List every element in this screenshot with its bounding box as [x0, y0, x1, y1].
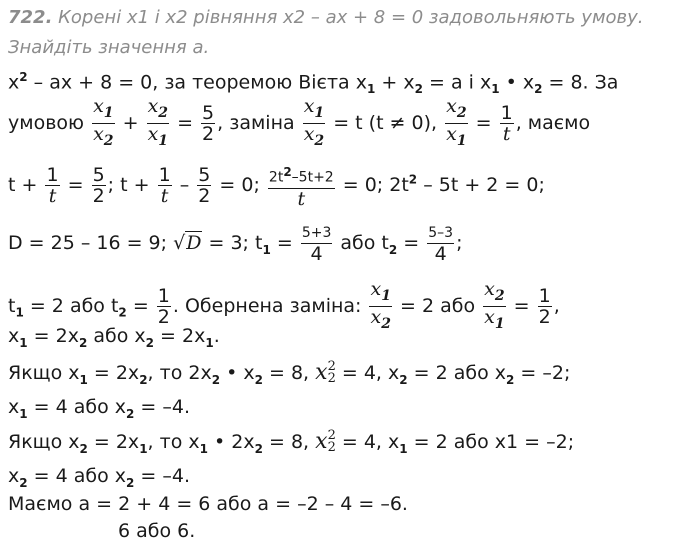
text: 2t	[268, 169, 284, 186]
var-x: x	[446, 95, 457, 117]
subscript: 1	[139, 441, 148, 456]
var-x: x	[147, 95, 159, 117]
var-x: x	[93, 122, 104, 145]
plus-sign: +	[21, 173, 38, 196]
subscript: 2	[103, 132, 114, 149]
numerator: 5+3	[301, 223, 333, 244]
solution-line-10	[8, 465, 190, 494]
subscript: 2	[126, 475, 135, 490]
math-x2-squared	[315, 429, 336, 454]
var-t: t	[8, 173, 16, 196]
subscript: 1	[494, 315, 505, 332]
subscript: 2	[139, 372, 148, 387]
text: Якщо x	[8, 362, 80, 384]
denominator: 2	[157, 305, 170, 328]
text: –5t+2	[291, 169, 334, 186]
text: ;	[456, 232, 463, 254]
exponent: 2	[283, 165, 292, 179]
text: = 8,	[262, 362, 310, 384]
text: = 2x	[27, 325, 79, 347]
equals-sign: =	[403, 232, 420, 254]
text: = 4 або x	[27, 396, 127, 418]
subscript: 2	[381, 315, 391, 332]
answer-line: 6 або 6.	[118, 520, 196, 542]
square-root	[173, 231, 202, 254]
text: = 2 або x	[407, 362, 507, 384]
subscript: 2	[327, 371, 336, 386]
var-x: x	[147, 122, 159, 145]
numerator: 1	[538, 284, 551, 307]
text: = 4 або x	[27, 465, 127, 487]
subscript: 1	[19, 406, 28, 421]
subscript: 2	[158, 104, 169, 121]
solution-line-4	[8, 223, 463, 264]
fraction	[369, 279, 391, 334]
equals-sign: =	[177, 111, 193, 134]
text: = 2 або x1 = –2;	[407, 431, 575, 453]
subscript: 1	[456, 132, 467, 149]
text: = t (t ≠ 0),	[327, 111, 438, 134]
subscript: 2	[388, 242, 398, 257]
equals-sign: =	[276, 232, 293, 254]
text: ,	[553, 294, 560, 317]
numerator: 5	[198, 163, 211, 186]
exponent: 2	[19, 70, 28, 84]
equals-sign: =	[513, 294, 530, 317]
subscript: 2	[78, 335, 88, 350]
subscript: 1	[399, 441, 408, 456]
numerator: 5–3	[427, 223, 454, 244]
denominator: t	[502, 122, 511, 145]
text: = 8. За	[542, 71, 619, 94]
equals-sign: =	[132, 294, 149, 317]
problem-line-1	[8, 7, 644, 29]
math-x2-squared	[315, 360, 336, 385]
fraction	[538, 286, 552, 327]
text: . Обернена заміна:	[172, 294, 362, 317]
numerator: 1	[157, 284, 170, 307]
root-sign: √	[173, 232, 186, 254]
text: = 2x	[87, 362, 140, 384]
text: , то x	[147, 431, 200, 453]
subscript: 2	[414, 82, 423, 97]
denominator: t	[48, 184, 57, 207]
numerator: 1	[158, 163, 171, 186]
solution-line-6	[8, 325, 220, 354]
exponent: 2	[327, 428, 336, 443]
solution-line-7	[8, 361, 570, 391]
text: D = 25 – 16 = 9;	[8, 232, 168, 254]
fraction	[268, 162, 335, 209]
subscript: 2	[456, 104, 467, 121]
var-x: x	[93, 95, 104, 117]
subscript: 2	[19, 475, 28, 490]
denominator: 2	[198, 184, 211, 207]
var-x: x	[8, 325, 20, 347]
text: + x	[375, 71, 415, 94]
subscript: 2	[145, 335, 154, 350]
subscript: 2	[506, 372, 515, 387]
subscript: 2	[534, 82, 543, 97]
text: .	[213, 325, 220, 347]
fraction	[427, 223, 454, 264]
text: = 0;	[213, 173, 260, 196]
var-x: x	[315, 360, 328, 385]
text: , заміна	[217, 111, 295, 134]
text: = –4.	[134, 396, 191, 418]
var-x: x	[8, 71, 20, 94]
problem-text: Корені x1 і x2 рівняння x2 – ax + 8 = 0 задовольняють умову.	[52, 7, 644, 28]
subscript: 2	[399, 372, 408, 387]
text: = 4, x	[335, 362, 400, 384]
var-x: x	[484, 278, 495, 300]
var-x: x	[446, 122, 457, 145]
denominator: 2	[538, 305, 551, 328]
text: = –4.	[134, 465, 191, 487]
plus-sign: +	[122, 111, 139, 134]
text: або t	[340, 232, 389, 254]
text: = a і x	[422, 71, 492, 94]
subscript: 2	[254, 441, 263, 456]
fraction	[92, 165, 106, 206]
problem-line-2: Знайдіть значення a.	[8, 37, 210, 58]
var-x: x	[315, 429, 328, 454]
var-x: x	[8, 465, 20, 487]
text: – 5t + 2 = 0;	[417, 173, 545, 196]
numerator: 1	[500, 101, 513, 124]
text: або x	[87, 325, 146, 347]
subscript: 2	[79, 441, 88, 456]
fraction	[92, 96, 114, 151]
fraction	[301, 223, 333, 264]
subscript: 1	[19, 335, 28, 350]
text: – ax + 8 = 0, за теоремою Вієта x	[27, 71, 367, 94]
problem-number: 722.	[8, 7, 53, 28]
denominator: 4	[434, 243, 447, 265]
subscript: 1	[314, 104, 325, 121]
text: = 2x	[87, 431, 140, 453]
text: = 3; t	[202, 232, 263, 254]
text: умовою	[8, 111, 85, 134]
text: , то 2x	[147, 362, 212, 384]
subscript: 2	[494, 287, 505, 304]
subscript: 2	[327, 440, 336, 455]
subscript: 2	[211, 372, 221, 387]
equals-sign: =	[67, 173, 84, 196]
fraction	[445, 96, 467, 151]
var-t: t	[8, 294, 16, 317]
exponent: 2	[327, 359, 336, 374]
subscript: 2	[118, 305, 127, 320]
fraction	[303, 96, 325, 151]
subscript: 1	[205, 335, 214, 350]
equals-sign: =	[475, 111, 492, 134]
text: • x	[499, 71, 535, 94]
text: • x	[220, 362, 255, 384]
subscript: 1	[366, 82, 376, 97]
denominator: 2	[92, 184, 105, 207]
denominator: t	[297, 187, 306, 210]
text: • 2x	[207, 431, 255, 453]
subscript: 1	[491, 82, 500, 97]
text: = 0; 2t	[336, 173, 409, 196]
var-x: x	[370, 305, 382, 328]
denominator: t	[160, 184, 169, 207]
fraction	[197, 165, 211, 206]
numerator: 5	[92, 163, 105, 186]
var-x: x	[303, 95, 315, 117]
text: = –2;	[514, 362, 571, 384]
subscript: 1	[158, 132, 169, 149]
denominator: 2	[202, 122, 215, 145]
text: Якщо x	[8, 431, 80, 453]
exponent: 2	[408, 172, 418, 187]
fraction	[201, 103, 215, 144]
solution-line-8	[8, 396, 190, 425]
solution-line-3	[8, 162, 545, 209]
solution-line-2	[8, 96, 590, 151]
numerator: 1	[46, 163, 59, 186]
fraction	[500, 103, 514, 144]
fraction	[147, 96, 169, 151]
var-x: x	[303, 122, 315, 145]
numerator: 5	[202, 101, 215, 124]
subscript: 1	[103, 104, 114, 121]
fraction	[157, 286, 171, 327]
text: , маємо	[515, 111, 591, 134]
text: = 2x	[153, 325, 206, 347]
subscript: 2	[126, 406, 135, 421]
minus-sign: –	[179, 173, 190, 196]
subscript: 2	[314, 132, 325, 149]
solution-line-9	[8, 430, 574, 460]
text: ; t +	[107, 173, 150, 196]
var-x: x	[484, 305, 495, 328]
subscript: 1	[381, 287, 391, 304]
text: = 2 або t	[23, 294, 119, 317]
var-x: x	[8, 396, 20, 418]
subscript: 2	[254, 372, 263, 387]
text: = 2 або	[393, 294, 476, 317]
text: = 4, x	[335, 431, 400, 453]
var-x: x	[370, 278, 382, 300]
fraction	[483, 279, 505, 334]
subscript: 1	[199, 441, 208, 456]
solution-line-11: Маємо a = 2 + 4 = 6 або a = –2 – 4 = –6.	[8, 493, 408, 515]
radicand: D	[186, 232, 202, 254]
fraction	[158, 165, 172, 206]
text: = 8,	[262, 431, 310, 453]
subscript: 1	[79, 372, 88, 387]
subscript: 1	[262, 242, 271, 257]
subscript: 1	[15, 305, 24, 320]
fraction	[45, 165, 59, 206]
denominator: 4	[310, 243, 323, 265]
